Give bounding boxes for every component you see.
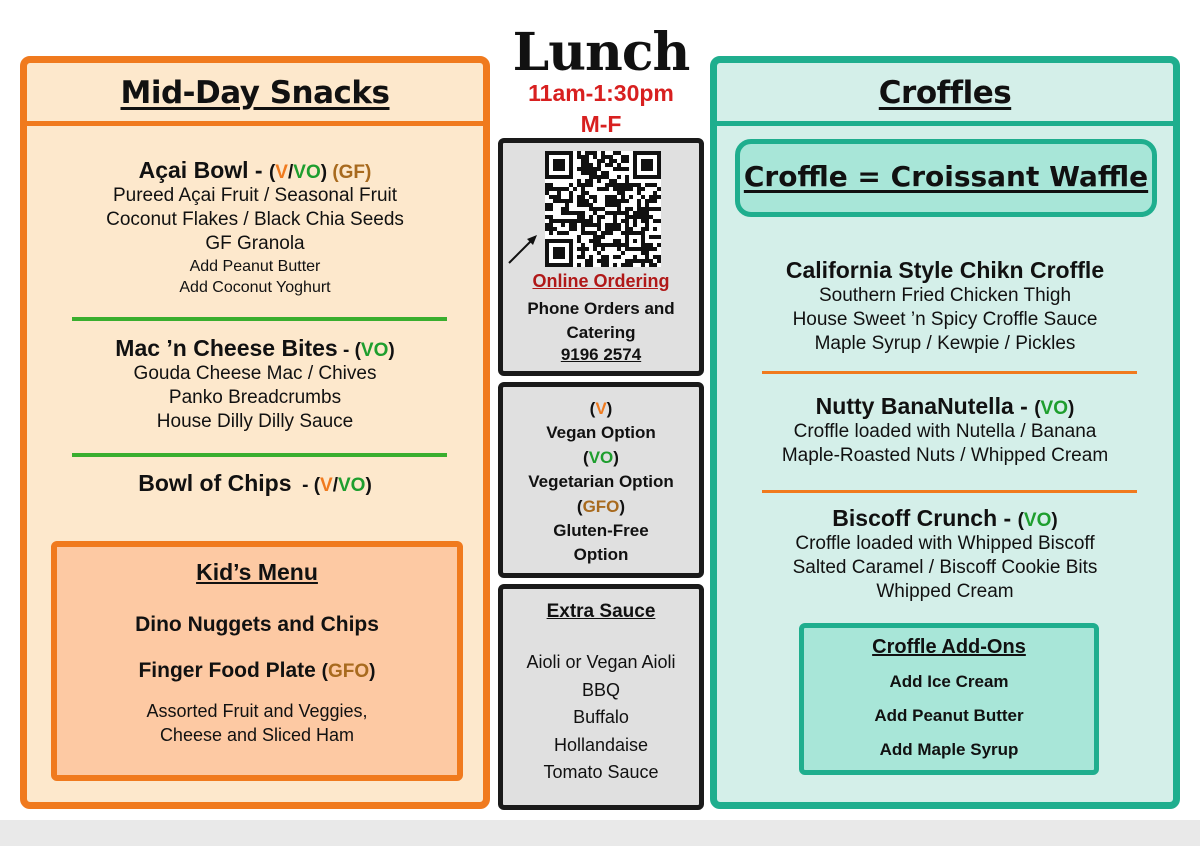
sauce-item: BBQ (581, 679, 620, 700)
bowl-of-chips-item (27, 470, 483, 497)
mac-cheese-item (27, 335, 483, 434)
sauce-item: Hollandaise (553, 734, 649, 755)
legend-label: Vegan Option (546, 423, 656, 443)
kids-item: Dino Nuggets and Chips (135, 613, 379, 636)
kids-menu-box (51, 541, 463, 781)
acai-addon: Add Peanut Butter (189, 258, 321, 275)
sauce-item: Tomato Sauce (543, 762, 659, 782)
sauce-item: Aioli or Vegan Aioli (526, 652, 676, 672)
mid-day-snacks-panel (20, 56, 490, 809)
nutty-desc-line: Maple-Roasted Nuts / Whipped Cream (781, 445, 1109, 466)
acai-bowl-item (27, 157, 483, 298)
qr-code-icon[interactable] (545, 151, 661, 267)
croffle-addons-box (799, 623, 1099, 775)
online-ordering-link[interactable]: Online Ordering (532, 271, 670, 291)
panel-header-divider (27, 121, 483, 126)
section-divider (762, 490, 1137, 493)
addon-item: Add Peanut Butter (874, 706, 1024, 725)
kids-menu-title: Kid’s Menu (196, 559, 318, 585)
sauce-list (503, 649, 699, 787)
california-croffle-item (717, 257, 1173, 356)
lunch-days: M-F (580, 111, 622, 137)
california-desc-line: House Sweet ’n Spicy Croffle Sauce (792, 309, 1098, 330)
kids-item: Finger Food Plate (GFO) (138, 659, 376, 682)
croffles-title: Croffles (878, 75, 1012, 111)
page-bottom-strip (0, 820, 1200, 846)
extra-sauce-title: Extra Sauce (546, 601, 656, 622)
section-divider (72, 317, 447, 321)
sauce-item: Buffalo (573, 707, 629, 727)
california-desc-line: Maple Syrup / Kewpie / Pickles (814, 333, 1076, 354)
legend-label: Vegetarian Option (528, 472, 674, 492)
biscoff-desc-line: Croffle loaded with Whipped Biscoff (795, 533, 1095, 554)
biscoff-desc-line: Salted Caramel / Biscoff Cookie Bits (792, 557, 1098, 578)
croffles-panel (710, 56, 1180, 809)
phone-number[interactable]: 9196 2574 (560, 345, 642, 364)
mac-desc-line: House Dilly Dilly Sauce (156, 411, 354, 432)
addon-item: Add Ice Cream (889, 672, 1009, 691)
acai-desc-line: Pureed Açai Fruit / Seasonal Fruit (112, 185, 398, 206)
nutty-desc-line: Croffle loaded with Nutella / Banana (793, 421, 1097, 442)
addons-list (804, 665, 1094, 767)
nutty-bananutella-title: Nutty BanaNutella - (VO) (815, 393, 1075, 419)
mac-desc-line: Panko Breadcrumbs (168, 387, 342, 408)
mac-desc-line: Gouda Cheese Mac / Chives (133, 363, 377, 384)
acai-desc-line: GF Granola (205, 233, 305, 254)
nutty-bananutella-item (717, 393, 1173, 468)
california-croffle-title: California Style Chikn Croffle (785, 257, 1105, 283)
phone-orders-label: Phone Orders and Catering (527, 299, 675, 342)
acai-addon: Add Coconut Yoghurt (179, 279, 331, 296)
legend-tag: (VO) (583, 447, 619, 467)
biscoff-desc-line: Whipped Cream (876, 581, 1014, 602)
lunch-title: Lunch (512, 22, 690, 83)
addon-item: Add Maple Syrup (879, 740, 1019, 759)
legend-label: Option (573, 545, 629, 565)
california-desc-line: Southern Fried Chicken Thigh (818, 285, 1072, 306)
biscoff-crunch-title: Biscoff Crunch - (VO) (832, 505, 1058, 531)
legend-tag: (V) (589, 399, 613, 418)
extra-sauce-box (498, 584, 704, 810)
legend-tag: (GFO) (576, 496, 626, 516)
biscoff-crunch-item (717, 505, 1173, 604)
mid-day-snacks-title: Mid-Day Snacks (120, 75, 390, 111)
bowl-of-chips-title: Bowl of Chips - (V/VO) (138, 470, 372, 496)
legend-label: Gluten-Free (553, 521, 649, 541)
kids-item-desc: Assorted Fruit and Veggies, Cheese and Sliced Ham (146, 701, 368, 745)
mac-cheese-title: Mac ’n Cheese Bites - (VO) (115, 335, 395, 361)
lunch-hours: 11am-1:30pm (528, 80, 674, 106)
section-divider (762, 371, 1137, 374)
dietary-legend-box (498, 382, 704, 578)
arrow-icon (507, 231, 541, 265)
croffle-definition-banner: Croffle = Croissant Waffle (735, 139, 1157, 217)
acai-bowl-title: Açai Bowl - (V/VO) (GF) (138, 157, 372, 183)
croffle-addons-title: Croffle Add-Ons (872, 636, 1026, 658)
ordering-box (498, 138, 704, 376)
panel-header-divider (717, 121, 1173, 126)
section-divider (72, 453, 447, 457)
acai-desc-line: Coconut Flakes / Black Chia Seeds (106, 209, 404, 230)
